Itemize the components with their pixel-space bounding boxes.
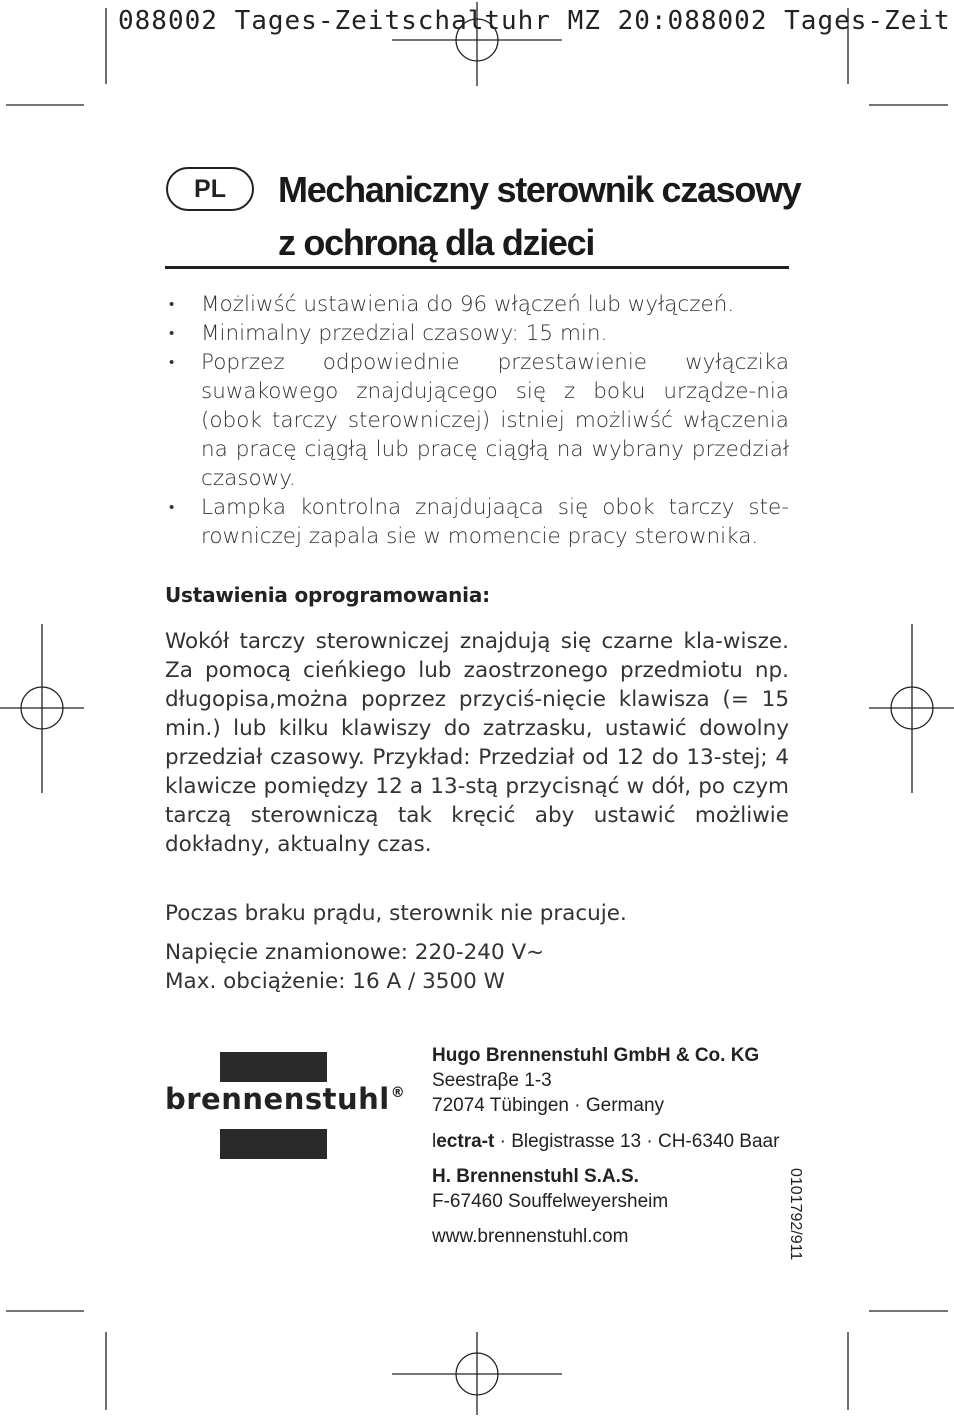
rated-voltage: Napięcie znamionowe: 220-240 V~ (165, 940, 545, 965)
brand-logo (165, 1082, 405, 1116)
language-badge: PL (166, 167, 254, 211)
lectra-address (432, 1129, 812, 1154)
company-street: Seestraβe 1-3 (432, 1070, 552, 1091)
company-name: Hugo Brennenstuhl GmbH & Co. KG (432, 1045, 760, 1066)
registered-mark: ® (390, 1085, 406, 1101)
list-item: • Minimalny przedzial czasowy: 15 min. (165, 319, 789, 348)
list-item: • Lampka kontrolna znajdujaąca się obok tarczy ste-rowniczej zapala sie w momencie pracy sterownika. (165, 493, 789, 551)
technical-specs (165, 938, 789, 996)
lectra-location: · Blegistrasse 13 · CH-6340 Baar (494, 1131, 780, 1152)
sas-city: F-67460 Souffelweyersheim (432, 1191, 669, 1212)
title-divider (165, 266, 789, 269)
registration-mark-left (0, 624, 84, 793)
max-load: Max. obciążenie: 16 A / 3500 W (165, 969, 505, 994)
document-number: 0101792/911 (787, 1168, 804, 1261)
print-slug-line: 088002 Tages-Zeitschaltuhr MZ 20:088002 Tages-Zeit (118, 6, 951, 36)
page-title (278, 163, 808, 269)
list-item: • Poprzez odpowiednie przestawienie wyłączika suwakowego znajdującego się z boku urządze-nia (obok tarczy sterowniczej) istniej możliwść włączenia na pracę ciągłą lub pracę ciągłą na wybrany przedział czasowy. (165, 348, 789, 493)
title-line-2: z ochroną dla dzieci (278, 222, 595, 263)
registration-mark-bottom (392, 1332, 562, 1415)
feature-list (165, 290, 789, 551)
logo-bar-top (220, 1052, 327, 1082)
website: www.brennenstuhl.com (432, 1226, 629, 1247)
power-outage-note: Poczas braku prądu, sterownik nie pracuje. (165, 901, 627, 926)
company-address (432, 1043, 812, 1118)
lectra-brand: ectra-t (436, 1131, 495, 1152)
title-line-1: Mechaniczny sterownik czasowy (278, 169, 801, 210)
company-city: 72074 Tübingen · Germany (432, 1095, 665, 1116)
section-heading: Ustawienia oprogramowania: (165, 583, 490, 607)
sas-address (432, 1164, 812, 1214)
logo-bar-bottom (220, 1129, 327, 1159)
list-item: • Możliwść ustawienia do 96 włączeń lub wyłączeń. (165, 290, 789, 319)
logo-wordmark: brennenstuhl (165, 1082, 390, 1116)
sas-name: H. Brennenstuhl S.A.S. (432, 1166, 639, 1187)
lectra-prefix: l (432, 1131, 437, 1152)
registration-mark-right (869, 624, 954, 793)
programming-instructions: Wokół tarczy sterowniczej znajdują się czarne kla-wisze. Za pomocą cieńkiego lub zaostrzonego przedmiotu np. długopisa,można poprzez przyciś-nięcie klawisza (= 15 min.) lub kilku klawiszy do zatrzasku, ustawić dowolny przedział czasowy. Przykład: Przedział od 12 do 13-stej; 4 klawicze pomiędzy 12 a 13-stą przycisnąć w dół, po czym tarczą sterowniczą tak kręcić aby ustawić możliwie dokładny, aktualny czas. (165, 629, 789, 857)
